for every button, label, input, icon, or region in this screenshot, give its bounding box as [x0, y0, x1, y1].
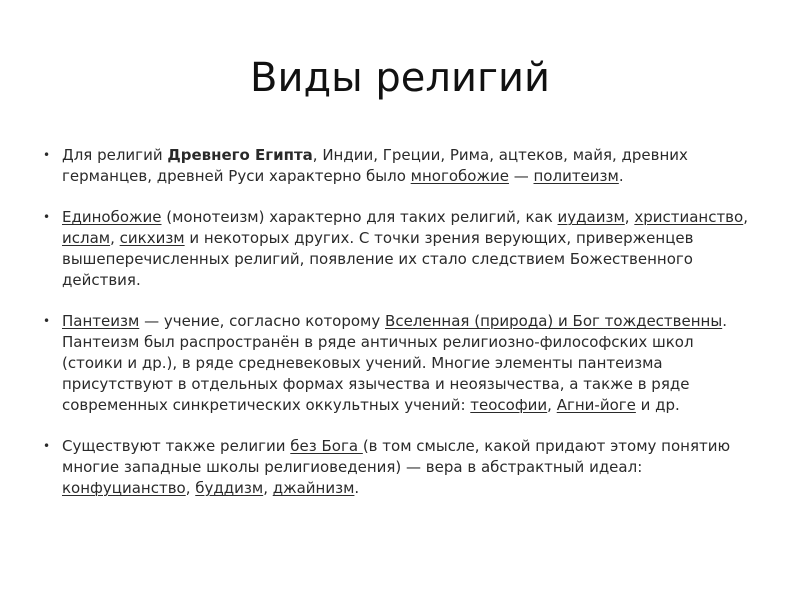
bullet-text: — учение, согласно которому: [139, 312, 386, 330]
bullet-icon: •: [43, 148, 51, 162]
bullet-icon: •: [43, 439, 51, 453]
bullet-text: (монотеизм) характерно для таких религий, как: [161, 208, 558, 226]
link-agni-yoga[interactable]: Агни-йоге: [556, 396, 636, 414]
bullet-text: Существуют также религии: [62, 437, 291, 455]
bullet-item: [43, 207, 758, 291]
bullet-text: ,: [185, 479, 196, 497]
bullet-icon: •: [43, 210, 51, 224]
bullet-text: ,: [624, 208, 635, 226]
bullet-text: .: [354, 479, 360, 497]
link-polytheism[interactable]: политеизм: [533, 167, 619, 185]
link-pantheism[interactable]: Пантеизм: [62, 312, 140, 330]
link-without-god[interactable]: без Бога: [290, 437, 363, 455]
link-polytheism-ru[interactable]: многобожие: [410, 167, 509, 185]
bullet-text: и некоторых других. С точки зрения верующих, приверженцев вышеперечисленных религий, появление их стало следствием Божественного действия.: [62, 229, 694, 289]
link-theosophy[interactable]: теософии: [470, 396, 548, 414]
bullet-item: [43, 436, 758, 499]
bold-term-ancient-egypt: Древнего Египта: [167, 146, 313, 164]
bullet-text: и др.: [635, 396, 680, 414]
bullet-item: [43, 145, 758, 187]
bullet-text: —: [508, 167, 534, 185]
bullet-text: ,: [110, 229, 120, 247]
link-jainism[interactable]: джайнизм: [272, 479, 355, 497]
bullet-text: .: [618, 167, 624, 185]
link-christianity[interactable]: христианство: [634, 208, 744, 226]
bullet-list: [43, 145, 758, 519]
bullet-text: , Индии, Греции, Рима, ацтеков, майя, древних германцев, древней Руси характерно было: [62, 146, 688, 185]
slide-title: Виды религий: [250, 55, 550, 101]
bullet-text: . Пантеизм был распространён в ряде античных религиозно-философских школ (стоики и др.), в ряде средневековых учений. Многие элементы пантеизма присутствуют в отдельных формах язычества и неоязычества, а также в ряде современных синкретических оккультных учений:: [62, 312, 727, 414]
link-universe-god[interactable]: Вселенная (природа) и Бог тождественны: [385, 312, 723, 330]
bullet-text: (в том смысле, какой придают этому понятию многие западные школы религиоведения) — вера в абстрактный идеал:: [62, 437, 731, 476]
link-judaism[interactable]: иудаизм: [557, 208, 625, 226]
bullet-icon: •: [43, 314, 51, 328]
bullet-text: ,: [547, 396, 557, 414]
link-monotheism[interactable]: Единобожие: [62, 208, 162, 226]
link-islam[interactable]: ислам: [62, 229, 111, 247]
bullet-text: ,: [743, 208, 748, 226]
link-sikhism[interactable]: сикхизм: [119, 229, 185, 247]
bullet-item: [43, 311, 758, 416]
link-confucianism[interactable]: конфуцианство: [62, 479, 186, 497]
bullet-text: Для религий: [62, 146, 168, 164]
bullet-text: ,: [263, 479, 273, 497]
link-buddhism[interactable]: буддизм: [195, 479, 264, 497]
